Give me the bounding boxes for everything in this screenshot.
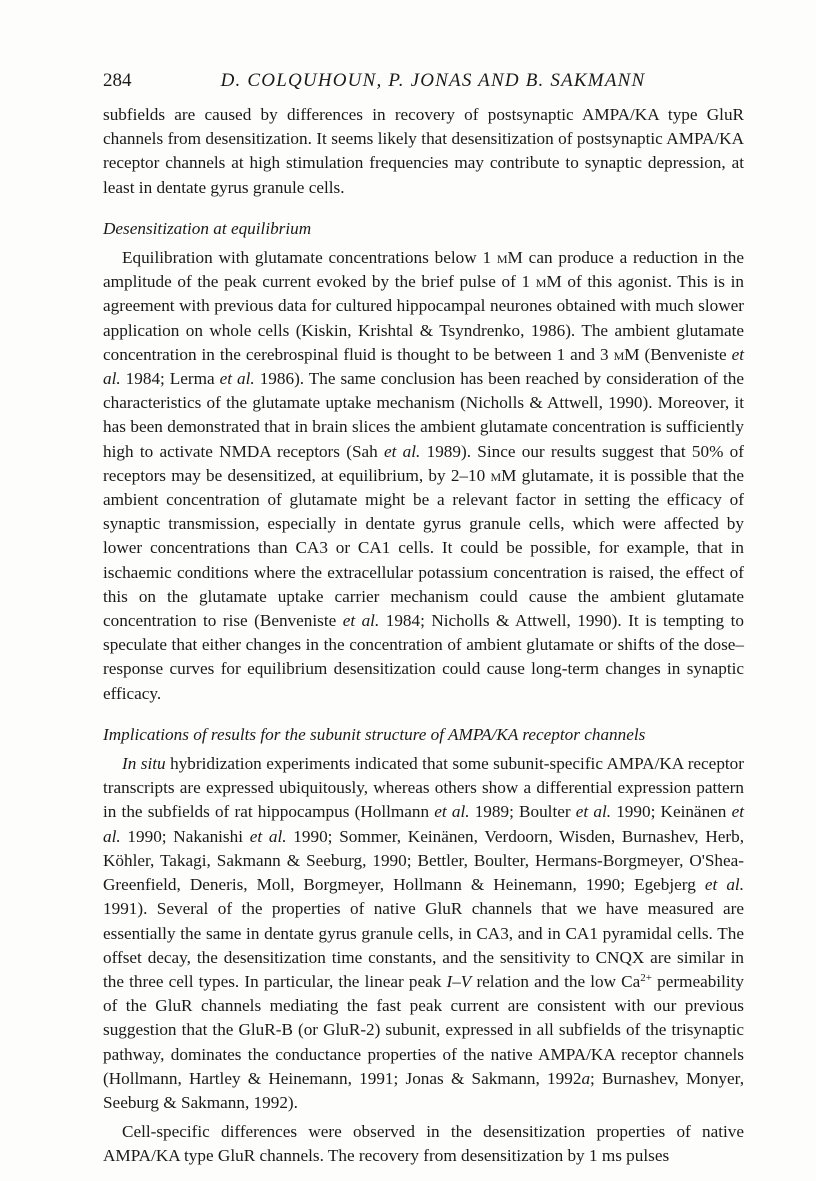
running-header [103,70,743,96]
article-body [103,103,744,1169]
text-run: 1989; Boulter [469,802,576,822]
text-run: (Benveniste [639,344,732,364]
et-al: et al. [575,802,612,822]
unit-micromolar: μM [613,344,640,364]
text-run: 1990; Keinänen [611,802,732,822]
paragraph-subunit [103,752,744,1115]
text-run: ; Burnashev, Monyer, Seeburg & Sakmann, 1992). [103,1068,744,1112]
paragraph-cell-specific: Cell-specific differences were observed in the desensitization properties of native AMPA/KA type GluR channels. The recovery from desensitization by 1 ms pulses [103,1122,744,1166]
superscript-charge: 2+ [640,971,652,984]
et-al: et al. [384,441,421,461]
text-run: 1991). Several of the properties of native GluR channels that we have measured are essentially the same in dentate gyrus granule cells, in CA3, and in CA1 pyramidal cells. The offset decay, the desensitization time constants, and the sensitivity to CNQX are similar in the three cell types. In particular, the linear peak [103,899,744,991]
paragraph-equilibrium [103,246,744,706]
et-al: et al. [103,802,744,846]
intro-paragraph: subfields are caused by differences in recovery of postsynaptic AMPA/KA type GluR channels from desensitization. It seems likely that desensitization of postsynaptic AMPA/KA receptor channels at high stimulation frequencies may contribute to synaptic depression, at least in dentate gyrus granule cells. [103,105,744,197]
section-heading-subunit: Implications of results for the subunit structure of AMPA/KA receptor channels [103,724,646,744]
citation-suffix: a [581,1068,591,1088]
iv-relation: I–V [446,971,472,991]
unit-millimolar: mM [535,272,562,292]
page-number: 284 [103,70,132,91]
unit-micromolar: μM [490,465,517,485]
text-run: of this agonist. This is in agreement with previous data for cultured hippocampal neurones obtained with much slower application on whole cells (Kiskin, Krishtal & Tsyndrenko, 1986). The ambient glutamate concentration in the cerebrospinal fluid is thought to be between 1 and 3 [103,272,744,364]
running-header-authors: D. COLQUHOUN, P. JONAS AND B. SAKMANN [220,70,646,91]
text-run: 1986). The same conclusion has been reached by consideration of the characteristics of the glutamate uptake mechanism (Nicholls & Attwell, 1990). Moreover, it has been demonstrated that in brain slices the ambient glutamate concentration is sufficiently high to activate NMDA receptors (Sah [103,369,745,461]
text-run: hybridization experiments indicated that some subunit-specific AMPA/KA receptor transcripts are expressed ubiquitously, whereas others show a differential expression pattern in the subfields of rat hippocampus (Hollmann [103,754,744,822]
text-run: Equilibration with glutamate concentrations below 1 [122,248,497,268]
text-run: 1990; Sommer, Keinänen, Verdoorn, Wisden, Burnashev, Herb, Köhler, Takagi, Sakmann & Seeburg, 1990; Bettler, Boulter, Hermans-Borgmeyer, O'Shea-Greenfield, Deneris, Moll, Borgmeyer, Hollmann & Heinemann, 1990; Egebjerg [103,826,744,895]
text-run: 1990; Nakanishi [120,826,250,846]
text-run: 1984; Lerma [120,369,220,389]
et-al: et al. [704,875,744,895]
text-run: glutamate, it is possible that the ambient concentration of glutamate might be a relevant factor in setting the efficacy of synaptic transmission, especially in dentate gyrus granule cells, which were affected by lower concentrations than CA3 or CA1 cells. It could be possible, for example, that in ischaemic conditions where the extracellular potassium concentration is raised, the effect of this on the glutamate uptake carrier mechanism could cause the ambient glutamate concentration to rise (Benveniste [103,465,744,631]
text-run: relation and the low Ca [471,971,641,991]
text-run: can produce a reduction in the amplitude of the peak current evoked by the brief pulse of 1 [103,248,744,292]
in-situ: In situ [122,754,166,774]
unit-micromolar: μM [496,248,523,268]
text-run: 1984; Nicholls & Attwell, 1990). It is tempting to speculate that either changes in the concentration of ambient glutamate or shifts of the dose–response curves for equilibrium desensitization could cause long-term changes in synaptic efficacy. [103,611,744,703]
et-al: et al. [249,826,287,846]
et-al: et al. [434,802,470,822]
text-run: permeability of the GluR channels mediating the fast peak current are consistent with our previous suggestion that the GluR-B (or GluR-2) subunit, expressed in all subfields of the trisynaptic pathway, dominates the conductance properties of the native AMPA/KA receptor channels (Hollmann, Hartley & Heinemann, 1991; Jonas & Sakmann, 1992 [103,971,744,1088]
et-al: et al. [103,344,744,389]
et-al: et al. [342,611,380,631]
text-run: 1989). Since our results suggest that 50% of receptors may be desensitized, at equilibrium, by 2–10 [103,441,744,485]
section-heading-equilibrium: Desensitization at equilibrium [103,218,312,238]
et-al: et al. [219,369,255,389]
